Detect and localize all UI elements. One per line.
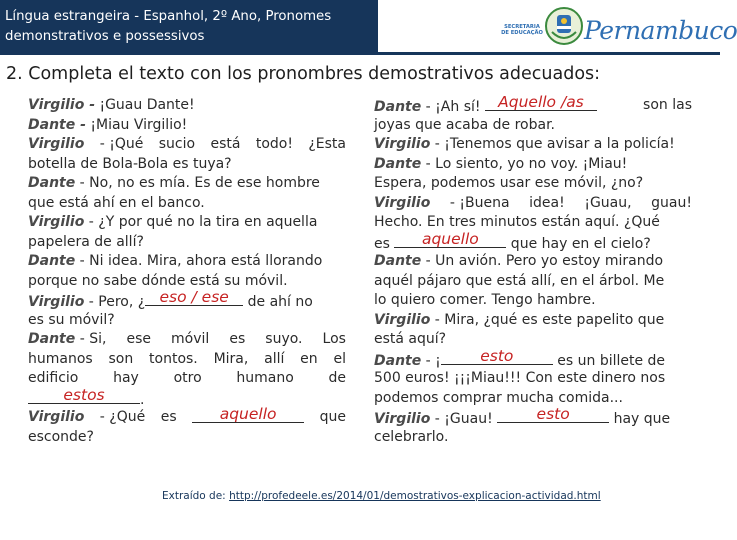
answer-text: esto — [480, 346, 514, 365]
dialogue-line: Virgilio - ¡Guau Dante! — [28, 97, 195, 113]
answer-text: aquello — [219, 405, 277, 423]
answer-text: esto — [536, 405, 570, 423]
answer-blank[interactable] — [192, 405, 304, 423]
dialogue-line: estos . — [28, 389, 346, 409]
source-citation — [162, 490, 601, 502]
question-heading: 2. Completa el texto con los pronombres demostrativos adecuados: — [6, 64, 601, 84]
dialogue-line: Dante - ¡Miau Virgilio! — [28, 116, 188, 133]
header-divider — [0, 52, 720, 55]
answer-text: Aquello /as — [498, 93, 584, 111]
dialogue-line: Dante - No, no es mía. Es de ese hombre — [28, 175, 320, 191]
dialogue-line: Dante - ¡Ah sí! Aquello /as son las — [374, 93, 692, 115]
dialogue-line: podemos comprar mucha comida... — [374, 389, 623, 406]
dialogue-line: humanos son tontos. Mira, allí en el — [28, 350, 346, 367]
source-label: Extraído de: — [162, 490, 230, 502]
dialogue-line: porque no sabe dónde está su móvil. — [28, 272, 288, 289]
logo-secretaria: SECRETARIA DE EDUCAÇÃO — [501, 24, 543, 36]
title-line-1: Língua estrangeira - Espanhol, 2º Ano, Pronomes — [5, 9, 332, 24]
dialogue-line: está aquí? — [374, 331, 447, 347]
dialogue-line: Virgilio - Mira, ¿qué es este papelito que — [374, 311, 665, 328]
dialogue-line: Virgilio - ¿Qué es aquello que — [28, 405, 346, 425]
dialogue-line: celebrarlo. — [374, 428, 449, 445]
dialogue-line: Dante - Lo siento, yo no voy. ¡Miau! — [374, 155, 628, 172]
pernambuco-logo — [490, 6, 737, 48]
header — [0, 0, 737, 62]
dialogue-line: esconde? — [28, 428, 94, 445]
answer-blank[interactable] — [441, 346, 553, 365]
dialogue-line: papelera de allí? — [28, 233, 144, 250]
answer-text: eso / ese — [159, 288, 229, 306]
coat-of-arms-icon — [544, 6, 584, 46]
title-line-2: demonstrativos e possessivos — [5, 29, 205, 44]
dialogue-line: aquél pájaro que está allí, en el árbol. Me — [374, 272, 665, 289]
answer-blank[interactable] — [145, 288, 243, 306]
dialogue-line: Dante - Un avión. Pero yo estoy mirando — [374, 253, 664, 269]
dialogue-line: es aquello que hay en el cielo? — [374, 229, 651, 252]
dialogue-line: es su móvil? — [28, 311, 115, 328]
dialogue-left-column — [28, 96, 346, 447]
dialogue-line: Espera, podemos usar ese móvil, ¿no? — [374, 175, 644, 191]
logo-wordmark: Pernambuco — [584, 16, 737, 45]
dialogue-line: edificio hay otro humano de — [28, 370, 346, 386]
answer-blank[interactable] — [497, 405, 609, 423]
dialogue-line: lo quiero comer. Tengo hambre. — [374, 292, 596, 308]
dialogue-line: Virgilio - ¡Buena idea! ¡Guau, guau! — [374, 194, 692, 211]
dialogue-right-column — [374, 93, 692, 447]
dialogue-line: Virgilio - ¡Guau! esto hay que — [374, 405, 671, 427]
answer-blank[interactable] — [485, 93, 597, 111]
dialogue-line: Virgilio - ¿Y por qué no la tira en aquella — [28, 214, 318, 230]
answer-text: estos — [63, 385, 105, 404]
answer-text: aquello — [421, 229, 479, 248]
answer-blank[interactable] — [28, 385, 140, 404]
page-title — [5, 7, 375, 47]
dialogue-line: Virgilio - ¡Qué sucio está todo! ¿Esta — [28, 136, 346, 152]
source-link[interactable]: http://profedeele.es/2014/01/demostrativos-explicacion-actividad.html — [229, 490, 601, 502]
dialogue-line: Dante - Si, ese móvil es suyo. Los — [28, 331, 346, 347]
dialogue-line: que está ahí en el banco. — [28, 194, 205, 211]
dialogue-line: Hecho. En tres minutos están aquí. ¿Qué — [374, 214, 660, 230]
title-bar — [0, 0, 378, 52]
dialogue-line: Virgilio - ¡Tenemos que avisar a la policía! — [374, 136, 675, 152]
dialogue-line: botella de Bola-Bola es tuya? — [28, 155, 232, 172]
dialogue-line: Virgilio - Pero, ¿ eso / ese de ahí no — [28, 288, 313, 310]
dialogue-line: joyas que acaba de robar. — [374, 116, 556, 133]
dialogue-line: Dante - Ni idea. Mira, ahora está llorando — [28, 253, 323, 269]
answer-blank[interactable] — [394, 229, 506, 248]
dialogue-line: 500 euros! ¡¡¡Miau!!! Con este dinero nos — [374, 370, 666, 386]
dialogue-line: Dante - ¡ esto es un billete de — [374, 346, 666, 369]
